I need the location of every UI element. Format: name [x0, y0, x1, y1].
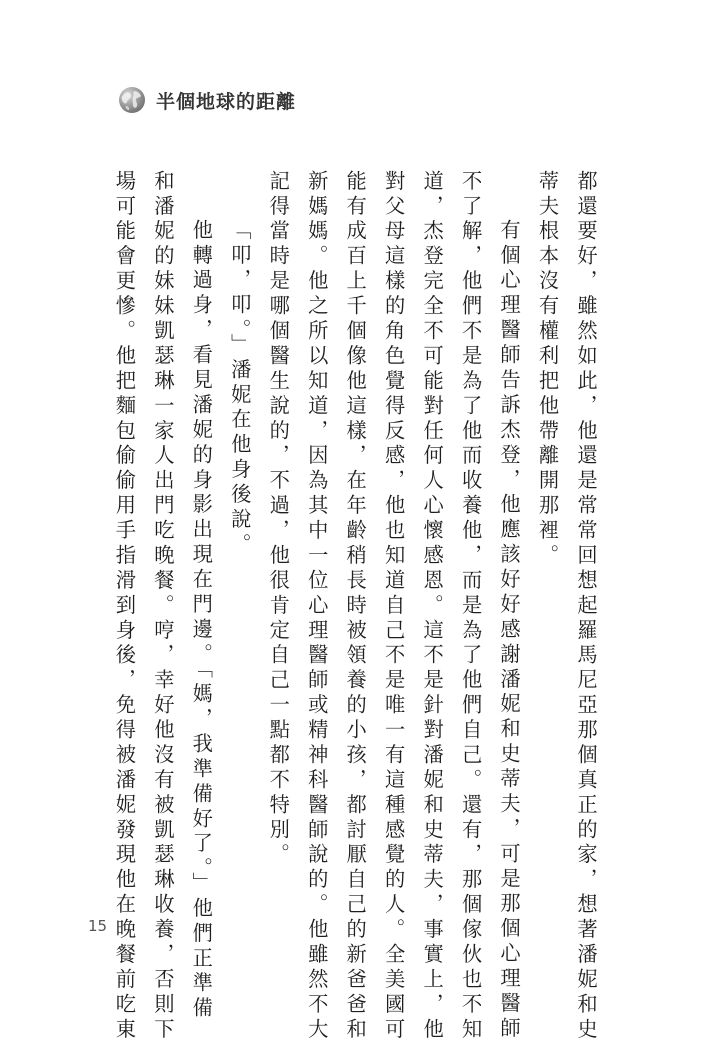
text-column: 有個心理醫師告訴杰登，他應該好好感謝潘妮和史蒂夫，可是那個心理醫師 [497, 219, 522, 1043]
running-header [118, 84, 296, 116]
text-column: 和潘妮的妹妹凱瑟琳一家人出門吃晚餐。哼，幸好他沒有被凱瑟琳收養，否則下 [150, 170, 175, 1043]
text-column: 蒂夫根本沒有權利把他帶離開那裡。 [535, 170, 560, 570]
text-column: 他轉過身，看見潘妮的身影出現在門邊。「媽，我準備好了。」他們正準備 [189, 219, 214, 1022]
text-column: 都還要好，雖然如此，他還是常常回想起羅馬尼亞那個真正的家，想著潘妮和史 [574, 170, 598, 1043]
globe-icon [118, 86, 146, 114]
text-column: 新媽媽。他之所以知道，因為其中一位心理醫師或精神科醫師說的。他雖然不大 [304, 170, 329, 1043]
page-number: 15 [88, 917, 108, 935]
text-column: 「叩，叩。」潘妮在他身後說。 [227, 219, 252, 559]
text-column: 記得當時是哪個醫生說的，不過，他很肯定自己一點都不特別。 [266, 170, 291, 869]
text-column: 道，杰登完全不可能對任何人心懷感恩。這不是針對潘妮和史蒂夫，事實上，他 [420, 170, 445, 1043]
book-title: 半個地球的距離 [156, 90, 297, 113]
text-column: 不了解，他們不是為了他而收養他，而是為了他們自己。還有，那個傢伙也不知 [458, 170, 483, 1043]
text-column: 場可能會更慘。他把麵包偷偷用手指滑到身後，免得被潘妮發現他在晚餐前吃東 [112, 170, 137, 1043]
text-column: 對父母這樣的角色覺得反感，他也知道自己不是唯一有這種感覺的人。全美國可 [381, 170, 406, 1043]
text-column: 能有成百上千個像他這樣，在年齡稍長時被領養的小孩，都討厭自己的新爸爸和 [343, 170, 368, 1043]
